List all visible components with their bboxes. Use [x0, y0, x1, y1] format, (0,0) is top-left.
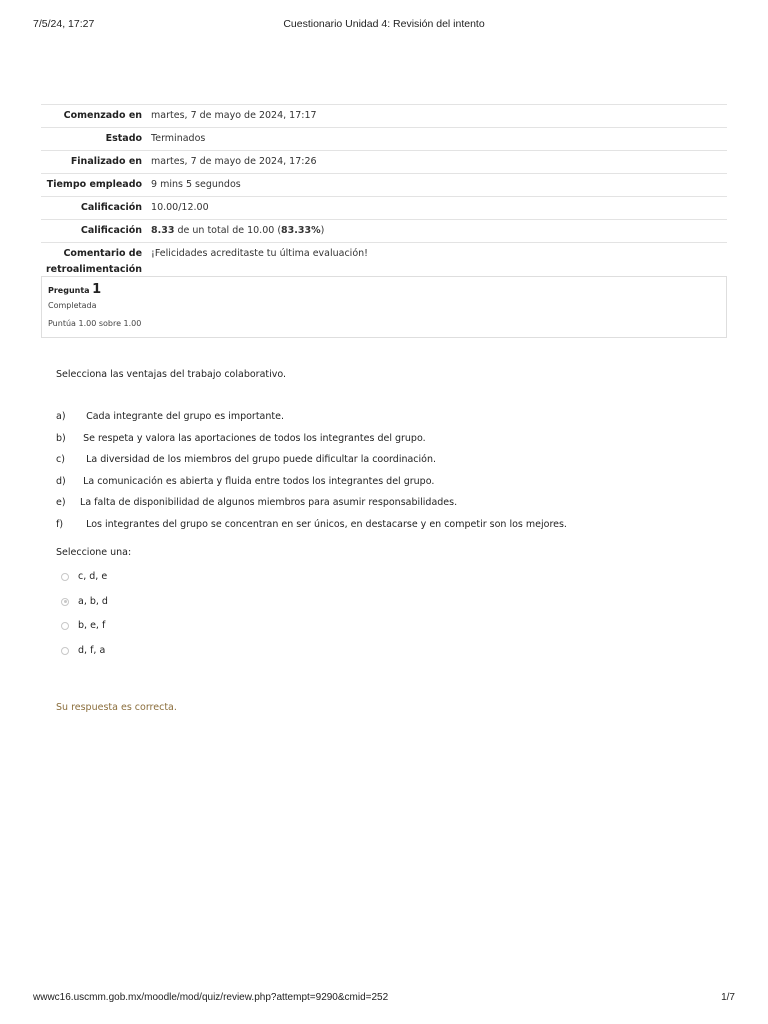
summary-label: Comentario de retroalimentación: [41, 243, 146, 282]
answer-label: d, f, a: [78, 644, 106, 656]
list-item: [56, 476, 567, 498]
answer-label: b, e, f: [78, 620, 106, 631]
grade-text-end: ): [320, 225, 325, 236]
summary-label: Calificación: [41, 220, 146, 243]
print-footer: [33, 992, 735, 1006]
print-page-title: Cuestionario Unidad 4: Revisión del intento: [283, 18, 485, 30]
summary-value: martes, 7 de mayo de 2024, 17:26: [146, 151, 727, 174]
radio-button[interactable]: [61, 647, 69, 655]
print-header: [33, 18, 735, 32]
statement-text: Los integrantes del grupo se concentran en ser únicos, en destacarse y en competir son los mejores.: [86, 518, 567, 530]
summary-value: [146, 220, 727, 243]
summary-row: [41, 197, 727, 220]
question-number: [48, 282, 720, 297]
statement-list: [56, 411, 567, 540]
summary-value: ¡Felicidades acreditaste tu última evaluación!: [146, 243, 727, 282]
print-page-number: 1/7: [721, 992, 735, 1003]
question-grade: Puntúa 1.00 sobre 1.00: [48, 319, 142, 328]
question-label: Pregunta: [48, 286, 90, 295]
answer-option[interactable]: [61, 596, 108, 621]
summary-row: [41, 174, 727, 197]
summary-row: [41, 105, 727, 128]
grade-score: 8.33: [151, 225, 175, 236]
statement-text: La falta de disponibilidad de algunos miembros para asumir responsabilidades.: [80, 497, 458, 508]
statement-text: La comunicación es abierta y fluida entre todos los integrantes del grupo.: [83, 475, 435, 487]
radio-button[interactable]: [61, 573, 69, 581]
statement-letter: f): [56, 518, 64, 530]
answer-options: [61, 571, 108, 669]
statement-letter: e): [56, 497, 66, 508]
summary-label: Comenzado en: [41, 105, 146, 128]
statement-text: Se respeta y valora las aportaciones de todos los integrantes del grupo.: [83, 432, 426, 444]
print-datetime: 7/5/24, 17:27: [33, 18, 95, 30]
list-item: [56, 454, 567, 476]
answer-option[interactable]: [61, 645, 108, 670]
list-item: [56, 497, 567, 519]
statement-letter: c): [56, 454, 65, 465]
summary-row: [41, 151, 727, 174]
statement-text: La diversidad de los miembros del grupo puede dificultar la coordinación.: [86, 454, 437, 465]
print-url: wwwc16.uscmm.gob.mx/moodle/mod/quiz/review.php?attempt=9290&cmid=252: [33, 992, 389, 1003]
answer-prompt: Seleccione una:: [56, 547, 132, 558]
summary-label: Finalizado en: [41, 151, 146, 174]
radio-button-selected[interactable]: [61, 598, 69, 606]
statement-letter: a): [56, 411, 66, 422]
attempt-summary-table: [41, 104, 727, 282]
grade-text: de un total de 10.00 (: [174, 225, 282, 236]
question-text: Selecciona las ventajas del trabajo colaborativo.: [56, 369, 287, 380]
list-item: [56, 433, 567, 455]
answer-label: a, b, d: [78, 595, 108, 607]
question-info-box: [41, 276, 727, 338]
list-item: [56, 519, 567, 541]
summary-value: Terminados: [146, 128, 727, 151]
answer-option[interactable]: [61, 620, 108, 645]
radio-button[interactable]: [61, 622, 69, 630]
question-state: Completada: [48, 301, 97, 310]
summary-row: [41, 220, 727, 243]
answer-option[interactable]: [61, 571, 108, 596]
statement-letter: b): [56, 432, 66, 444]
summary-row: [41, 128, 727, 151]
answer-feedback: Su respuesta es correcta.: [56, 702, 177, 713]
question-number-value: 1: [92, 282, 102, 297]
list-item: [56, 411, 567, 433]
answer-label: c, d, e: [78, 571, 108, 582]
statement-text: Cada integrante del grupo es importante.: [86, 411, 284, 422]
summary-value: 10.00/12.00: [146, 197, 727, 220]
summary-value: 9 mins 5 segundos: [146, 174, 727, 197]
summary-label: Calificación: [41, 197, 146, 220]
grade-percent: 83.33%: [281, 225, 321, 236]
statement-letter: d): [56, 475, 66, 487]
summary-label: Estado: [41, 128, 146, 151]
summary-value: martes, 7 de mayo de 2024, 17:17: [146, 105, 727, 128]
summary-label: Tiempo empleado: [41, 174, 146, 197]
